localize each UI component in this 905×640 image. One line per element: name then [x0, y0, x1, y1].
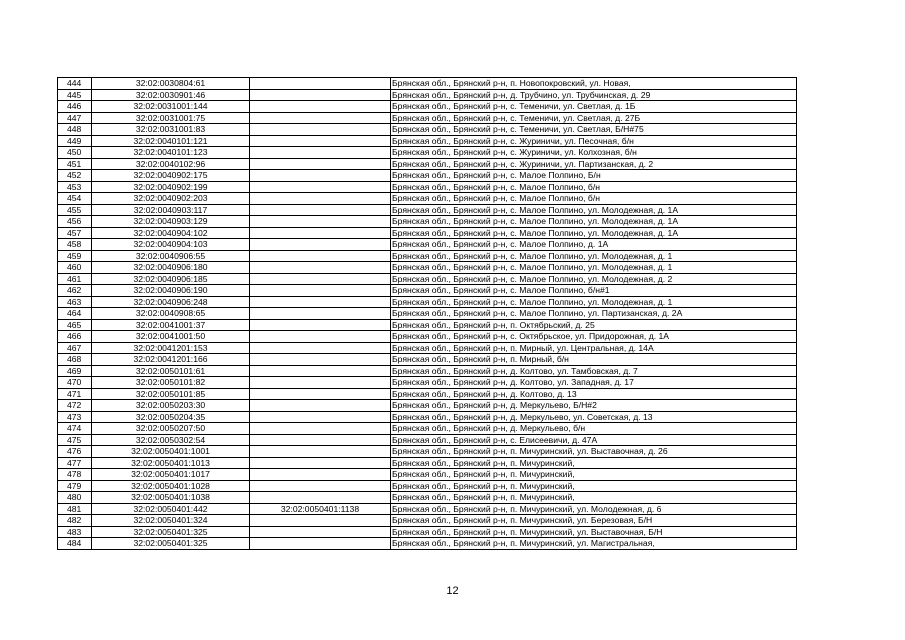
- table-row: [58, 147, 797, 159]
- related-cadastral-number-cell: [250, 388, 391, 400]
- row-number-cell: 457: [58, 227, 92, 239]
- row-number-cell: 465: [58, 319, 92, 331]
- address-cell: Брянская обл., Брянский р-н, п. Мичуринский, ул. Выставочная, д. 26: [391, 446, 797, 458]
- row-number-cell: 481: [58, 503, 92, 515]
- row-number-cell: 454: [58, 193, 92, 205]
- row-number-cell: 474: [58, 423, 92, 435]
- related-cadastral-number-cell: [250, 78, 391, 90]
- row-number-cell: 458: [58, 239, 92, 251]
- row-number-cell: 445: [58, 89, 92, 101]
- cadastral-number-cell: 32:02:0040906:55: [92, 250, 250, 262]
- address-cell: Брянская обл., Брянский р-н, с. Малое Полпино, б/н: [391, 181, 797, 193]
- address-cell: Брянская обл., Брянский р-н, с. Теменичи, ул. Светлая, д. 27Б: [391, 112, 797, 124]
- cadastral-number-cell: 32:02:0031001:75: [92, 112, 250, 124]
- row-number-cell: 470: [58, 377, 92, 389]
- row-number-cell: 477: [58, 457, 92, 469]
- table-row: [58, 250, 797, 262]
- related-cadastral-number-cell: [250, 193, 391, 205]
- row-number-cell: 455: [58, 204, 92, 216]
- address-cell: Брянская обл., Брянский р-н, д. Колтово, ул. Западная, д. 17: [391, 377, 797, 389]
- cadastral-number-cell: 32:02:0040904:102: [92, 227, 250, 239]
- row-number-cell: 452: [58, 170, 92, 182]
- row-number-cell: 464: [58, 308, 92, 320]
- related-cadastral-number-cell: [250, 285, 391, 297]
- cadastral-number-cell: 32:02:0040906:180: [92, 262, 250, 274]
- registry-table: [57, 77, 797, 550]
- table-row: [58, 135, 797, 147]
- table-row: [58, 308, 797, 320]
- cadastral-number-cell: 32:02:0050302:54: [92, 434, 250, 446]
- address-cell: Брянская обл., Брянский р-н, п. Мичуринский, ул. Молодежная, д. 6: [391, 503, 797, 515]
- table-row: [58, 434, 797, 446]
- related-cadastral-number-cell: [250, 227, 391, 239]
- address-cell: Брянская обл., Брянский р-н, д. Колтово, д. 13: [391, 388, 797, 400]
- table-row: [58, 89, 797, 101]
- cadastral-number-cell: 32:02:0040902:199: [92, 181, 250, 193]
- table-row: [58, 262, 797, 274]
- address-cell: Брянская обл., Брянский р-н, п. Мичуринский,: [391, 480, 797, 492]
- table-row: [58, 480, 797, 492]
- row-number-cell: 460: [58, 262, 92, 274]
- address-cell: Брянская обл., Брянский р-н, с. Малое Полпино, д. 1А: [391, 239, 797, 251]
- table-row: [58, 354, 797, 366]
- related-cadastral-number-cell: [250, 296, 391, 308]
- cadastral-number-cell: 32:02:0030901:46: [92, 89, 250, 101]
- cadastral-number-cell: 32:02:0050203:30: [92, 400, 250, 412]
- table-row: [58, 457, 797, 469]
- address-cell: Брянская обл., Брянский р-н, п. Октябрьский, д. 25: [391, 319, 797, 331]
- row-number-cell: 447: [58, 112, 92, 124]
- address-cell: Брянская обл., Брянский р-н, д. Колтово, ул. Тамбовская, д. 7: [391, 365, 797, 377]
- row-number-cell: 473: [58, 411, 92, 423]
- related-cadastral-number-cell: [250, 204, 391, 216]
- address-cell: Брянская обл., Брянский р-н, п. Мичуринский, ул. Магистральная,: [391, 538, 797, 550]
- cadastral-number-cell: 32:02:0040102:96: [92, 158, 250, 170]
- row-number-cell: 466: [58, 331, 92, 343]
- cadastral-number-cell: 32:02:0040904:103: [92, 239, 250, 251]
- address-cell: Брянская обл., Брянский р-н, п. Мичуринский, ул. Выставочная, Б/Н: [391, 526, 797, 538]
- row-number-cell: 459: [58, 250, 92, 262]
- table-row: [58, 193, 797, 205]
- cadastral-number-cell: 32:02:0050401:1001: [92, 446, 250, 458]
- address-cell: Брянская обл., Брянский р-н, с. Малое Полпино, б/н#1: [391, 285, 797, 297]
- table-row: [58, 526, 797, 538]
- table-row: [58, 124, 797, 136]
- related-cadastral-number-cell: [250, 239, 391, 251]
- related-cadastral-number-cell: [250, 400, 391, 412]
- table-row: [58, 112, 797, 124]
- related-cadastral-number-cell: 32:02:0050401:1138: [250, 503, 391, 515]
- address-cell: Брянская обл., Брянский р-н, с. Малое Полпино, ул. Молодежная, д. 1: [391, 250, 797, 262]
- cadastral-number-cell: 32:02:0041001:50: [92, 331, 250, 343]
- related-cadastral-number-cell: [250, 446, 391, 458]
- row-number-cell: 444: [58, 78, 92, 90]
- row-number-cell: 479: [58, 480, 92, 492]
- cadastral-number-cell: 32:02:0050401:1013: [92, 457, 250, 469]
- cadastral-number-cell: 32:02:0031001:83: [92, 124, 250, 136]
- related-cadastral-number-cell: [250, 411, 391, 423]
- cadastral-number-cell: 32:02:0030804:61: [92, 78, 250, 90]
- row-number-cell: 476: [58, 446, 92, 458]
- table-row: [58, 319, 797, 331]
- table-row: [58, 273, 797, 285]
- table-row: [58, 423, 797, 435]
- cadastral-number-cell: 32:02:0040902:203: [92, 193, 250, 205]
- cadastral-number-cell: 32:02:0041201:166: [92, 354, 250, 366]
- related-cadastral-number-cell: [250, 538, 391, 550]
- table-row: [58, 181, 797, 193]
- table-row: [58, 411, 797, 423]
- table-row: [58, 331, 797, 343]
- table-row: [58, 285, 797, 297]
- row-number-cell: 467: [58, 342, 92, 354]
- address-cell: Брянская обл., Брянский р-н, с. Малое Полпино, ул. Молодежная, д. 1А: [391, 227, 797, 239]
- related-cadastral-number-cell: [250, 112, 391, 124]
- related-cadastral-number-cell: [250, 181, 391, 193]
- cadastral-number-cell: 32:02:0041001:37: [92, 319, 250, 331]
- cadastral-number-cell: 32:02:0040906:248: [92, 296, 250, 308]
- row-number-cell: 468: [58, 354, 92, 366]
- address-cell: Брянская обл., Брянский р-н, п. Мирный, б/н: [391, 354, 797, 366]
- address-cell: Брянская обл., Брянский р-н, с. Журиничи, ул. Песочная, б/н: [391, 135, 797, 147]
- related-cadastral-number-cell: [250, 354, 391, 366]
- address-cell: Брянская обл., Брянский р-н, д. Трубчино, ул. Трубчинская, д. 29: [391, 89, 797, 101]
- row-number-cell: 453: [58, 181, 92, 193]
- table-row: [58, 101, 797, 113]
- row-number-cell: 450: [58, 147, 92, 159]
- related-cadastral-number-cell: [250, 273, 391, 285]
- row-number-cell: 482: [58, 515, 92, 527]
- related-cadastral-number-cell: [250, 262, 391, 274]
- address-cell: Брянская обл., Брянский р-н, п. Мичуринский,: [391, 457, 797, 469]
- row-number-cell: 478: [58, 469, 92, 481]
- cadastral-number-cell: 32:02:0050401:1038: [92, 492, 250, 504]
- table-row: [58, 388, 797, 400]
- address-cell: Брянская обл., Брянский р-н, с. Малое Полпино, б/н: [391, 193, 797, 205]
- table-row: [58, 158, 797, 170]
- address-cell: Брянская обл., Брянский р-н, с. Малое Полпино, ул. Молодежная, д. 2: [391, 273, 797, 285]
- cadastral-number-cell: 32:02:0050401:325: [92, 526, 250, 538]
- related-cadastral-number-cell: [250, 135, 391, 147]
- table-row: [58, 227, 797, 239]
- address-cell: Брянская обл., Брянский р-н, с. Малое Полпино, ул. Партизанская, д. 2А: [391, 308, 797, 320]
- related-cadastral-number-cell: [250, 331, 391, 343]
- related-cadastral-number-cell: [250, 342, 391, 354]
- table-row: [58, 78, 797, 90]
- address-cell: Брянская обл., Брянский р-н, с. Малое Полпино, ул. Молодежная, д. 1А: [391, 204, 797, 216]
- related-cadastral-number-cell: [250, 124, 391, 136]
- address-cell: Брянская обл., Брянский р-н, д. Меркульево, Б/Н#2: [391, 400, 797, 412]
- cadastral-number-cell: 32:02:0050401:324: [92, 515, 250, 527]
- page-number: 12: [446, 585, 459, 597]
- cadastral-number-cell: 32:02:0050101:82: [92, 377, 250, 389]
- address-cell: Брянская обл., Брянский р-н, с. Журиничи, ул. Партизанская, д. 2: [391, 158, 797, 170]
- cadastral-number-cell: 32:02:0050207:50: [92, 423, 250, 435]
- row-number-cell: 461: [58, 273, 92, 285]
- related-cadastral-number-cell: [250, 434, 391, 446]
- cadastral-number-cell: 32:02:0031001:144: [92, 101, 250, 113]
- related-cadastral-number-cell: [250, 492, 391, 504]
- related-cadastral-number-cell: [250, 319, 391, 331]
- row-number-cell: 446: [58, 101, 92, 113]
- cadastral-number-cell: 32:02:0040906:185: [92, 273, 250, 285]
- address-cell: Брянская обл., Брянский р-н, п. Мичуринский, ул. Березовая, Б/Н: [391, 515, 797, 527]
- address-cell: Брянская обл., Брянский р-н, с. Малое Полпино, ул. Молодежная, д. 1А: [391, 216, 797, 228]
- table-row: [58, 538, 797, 550]
- address-cell: Брянская обл., Брянский р-н, с. Теменичи, ул. Светлая, д. 1Б: [391, 101, 797, 113]
- row-number-cell: 480: [58, 492, 92, 504]
- cadastral-number-cell: 32:02:0041201:153: [92, 342, 250, 354]
- address-cell: Брянская обл., Брянский р-н, с. Малое Полпино, ул. Молодежная, д. 1: [391, 296, 797, 308]
- related-cadastral-number-cell: [250, 250, 391, 262]
- related-cadastral-number-cell: [250, 457, 391, 469]
- table-row: [58, 204, 797, 216]
- cadastral-number-cell: 32:02:0050401:1028: [92, 480, 250, 492]
- related-cadastral-number-cell: [250, 377, 391, 389]
- table-row: [58, 469, 797, 481]
- address-cell: Брянская обл., Брянский р-н, п. Мирный, ул. Центральная, д. 14А: [391, 342, 797, 354]
- related-cadastral-number-cell: [250, 216, 391, 228]
- address-cell: Брянская обл., Брянский р-н, с. Малое Полпино, Б/н: [391, 170, 797, 182]
- related-cadastral-number-cell: [250, 308, 391, 320]
- cadastral-number-cell: 32:02:0050101:85: [92, 388, 250, 400]
- related-cadastral-number-cell: [250, 158, 391, 170]
- row-number-cell: 472: [58, 400, 92, 412]
- related-cadastral-number-cell: [250, 515, 391, 527]
- row-number-cell: 475: [58, 434, 92, 446]
- registry-table-body: [58, 78, 797, 550]
- address-cell: Брянская обл., Брянский р-н, с. Журиничи, ул. Колхозная, б/н: [391, 147, 797, 159]
- address-cell: Брянская обл., Брянский р-н, п. Новопокровский, ул. Новая,: [391, 78, 797, 90]
- table-row: [58, 296, 797, 308]
- document-table-container: [57, 77, 796, 550]
- table-row: [58, 503, 797, 515]
- related-cadastral-number-cell: [250, 89, 391, 101]
- table-row: [58, 400, 797, 412]
- table-row: [58, 515, 797, 527]
- row-number-cell: 462: [58, 285, 92, 297]
- cadastral-number-cell: 32:02:0040908:65: [92, 308, 250, 320]
- cadastral-number-cell: 32:02:0050101:61: [92, 365, 250, 377]
- address-cell: Брянская обл., Брянский р-н, п. Мичуринский,: [391, 492, 797, 504]
- table-row: [58, 342, 797, 354]
- related-cadastral-number-cell: [250, 469, 391, 481]
- related-cadastral-number-cell: [250, 147, 391, 159]
- cadastral-number-cell: 32:02:0050401:1017: [92, 469, 250, 481]
- row-number-cell: 483: [58, 526, 92, 538]
- cadastral-number-cell: 32:02:0040903:117: [92, 204, 250, 216]
- row-number-cell: 463: [58, 296, 92, 308]
- row-number-cell: 448: [58, 124, 92, 136]
- address-cell: Брянская обл., Брянский р-н, с. Малое Полпино, ул. Молодежная, д. 1: [391, 262, 797, 274]
- address-cell: Брянская обл., Брянский р-н, с. Октябрьское, ул. Придорожная, д. 1А: [391, 331, 797, 343]
- cadastral-number-cell: 32:02:0050401:442: [92, 503, 250, 515]
- table-row: [58, 492, 797, 504]
- related-cadastral-number-cell: [250, 170, 391, 182]
- address-cell: Брянская обл., Брянский р-н, с. Елисеевичи, д. 47А: [391, 434, 797, 446]
- row-number-cell: 456: [58, 216, 92, 228]
- row-number-cell: 469: [58, 365, 92, 377]
- table-row: [58, 377, 797, 389]
- related-cadastral-number-cell: [250, 101, 391, 113]
- cadastral-number-cell: 32:02:0050401:325: [92, 538, 250, 550]
- row-number-cell: 484: [58, 538, 92, 550]
- related-cadastral-number-cell: [250, 423, 391, 435]
- address-cell: Брянская обл., Брянский р-н, д. Меркульево, б/н: [391, 423, 797, 435]
- cadastral-number-cell: 32:02:0050204:35: [92, 411, 250, 423]
- table-row: [58, 365, 797, 377]
- cadastral-number-cell: 32:02:0040101:121: [92, 135, 250, 147]
- table-row: [58, 170, 797, 182]
- cadastral-number-cell: 32:02:0040903:129: [92, 216, 250, 228]
- related-cadastral-number-cell: [250, 526, 391, 538]
- row-number-cell: 451: [58, 158, 92, 170]
- table-row: [58, 446, 797, 458]
- related-cadastral-number-cell: [250, 365, 391, 377]
- table-row: [58, 239, 797, 251]
- cadastral-number-cell: 32:02:0040101:123: [92, 147, 250, 159]
- address-cell: Брянская обл., Брянский р-н, с. Теменичи, ул. Светлая, Б/Н#75: [391, 124, 797, 136]
- table-row: [58, 216, 797, 228]
- row-number-cell: 449: [58, 135, 92, 147]
- cadastral-number-cell: 32:02:0040902:175: [92, 170, 250, 182]
- address-cell: Брянская обл., Брянский р-н, п. Мичуринский,: [391, 469, 797, 481]
- cadastral-number-cell: 32:02:0040906:190: [92, 285, 250, 297]
- related-cadastral-number-cell: [250, 480, 391, 492]
- address-cell: Брянская обл., Брянский р-н, д. Меркульево, ул. Советская, д. 13: [391, 411, 797, 423]
- row-number-cell: 471: [58, 388, 92, 400]
